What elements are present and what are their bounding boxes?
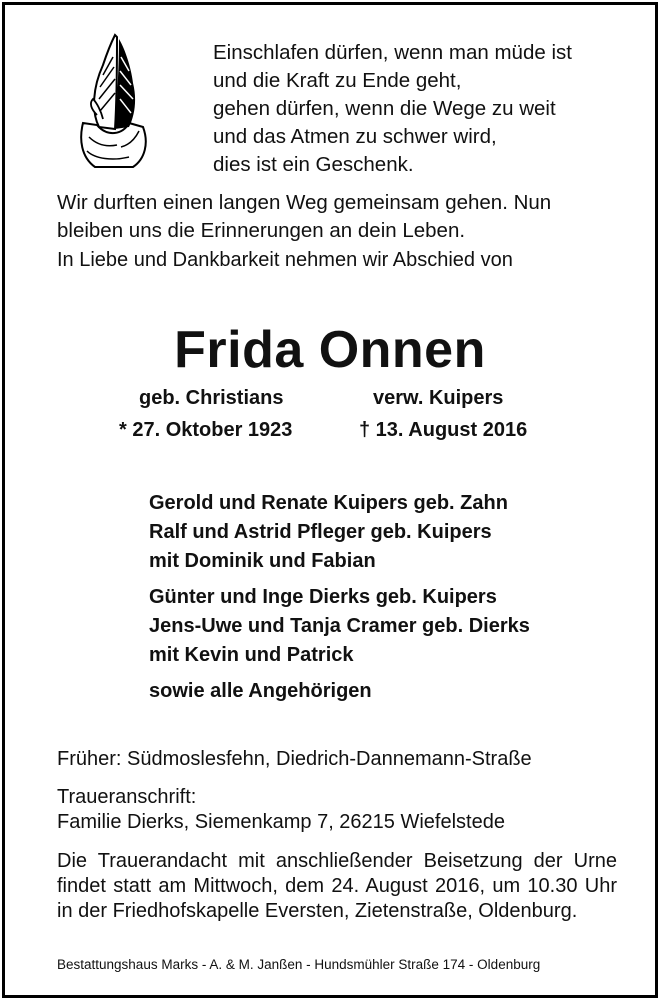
- address-label: Traueranschrift:: [57, 786, 197, 808]
- poem: [213, 39, 572, 179]
- funeral-home-footer: Bestattungshaus Marks - A. & M. Janßen - Hundsmühler Straße 174 - Oldenburg: [57, 957, 541, 972]
- family-line: mit Kevin und Patrick: [149, 644, 354, 666]
- ceremony-info: Die Trauerandacht mit anschließender Beisetzung der Urne findet statt am Mittwoch, dem 24. August 2016, um 10.30 Uhr in der Friedhofskapelle Eversten, Zietenstraße, Oldenburg.: [57, 850, 617, 922]
- intro-line: bleiben uns die Erinnerungen an dein Leben.: [57, 219, 466, 242]
- poem-line: Einschlafen dürfen, wenn man müde ist: [213, 41, 572, 64]
- family-line: Jens-Uwe und Tanja Cramer geb. Dierks: [149, 615, 530, 637]
- former-residence: Früher: Südmoslesfehn, Diedrich-Dannemann-Straße: [57, 748, 532, 770]
- poem-line: dies ist ein Geschenk.: [213, 153, 414, 176]
- deceased-name: Frida Onnen: [174, 321, 486, 379]
- death-date: † 13. August 2016: [359, 419, 528, 441]
- family-line: Gerold und Renate Kuipers geb. Zahn: [149, 492, 508, 514]
- family-line: Günter und Inge Dierks geb. Kuipers: [149, 586, 497, 608]
- intro-text: [57, 189, 551, 245]
- mourning-address: [57, 785, 505, 835]
- birth-date: * 27. Oktober 1923: [119, 419, 293, 441]
- farewell-line: In Liebe und Dankbarkeit nehmen wir Abschied von: [57, 249, 513, 271]
- obituary-notice: [2, 2, 658, 998]
- family-line: Ralf und Astrid Pfleger geb. Kuipers: [149, 521, 492, 543]
- praying-hands-icon: [73, 27, 155, 169]
- address-line: Familie Dierks, Siemenkamp 7, 26215 Wiefelstede: [57, 811, 505, 833]
- widowed-name: verw. Kuipers: [373, 387, 504, 409]
- intro-line: Wir durften einen langen Weg gemeinsam gehen. Nun: [57, 191, 552, 214]
- family-group-1: [149, 489, 508, 576]
- family-line: mit Dominik und Fabian: [149, 550, 376, 572]
- relatives-line: sowie alle Angehörigen: [149, 680, 372, 702]
- poem-line: und das Atmen zu schwer wird,: [213, 125, 497, 148]
- poem-line: gehen dürfen, wenn die Wege zu weit: [213, 97, 556, 120]
- poem-line: und die Kraft zu Ende geht,: [213, 69, 462, 92]
- family-group-2: [149, 583, 530, 670]
- birth-name: geb. Christians: [139, 387, 284, 409]
